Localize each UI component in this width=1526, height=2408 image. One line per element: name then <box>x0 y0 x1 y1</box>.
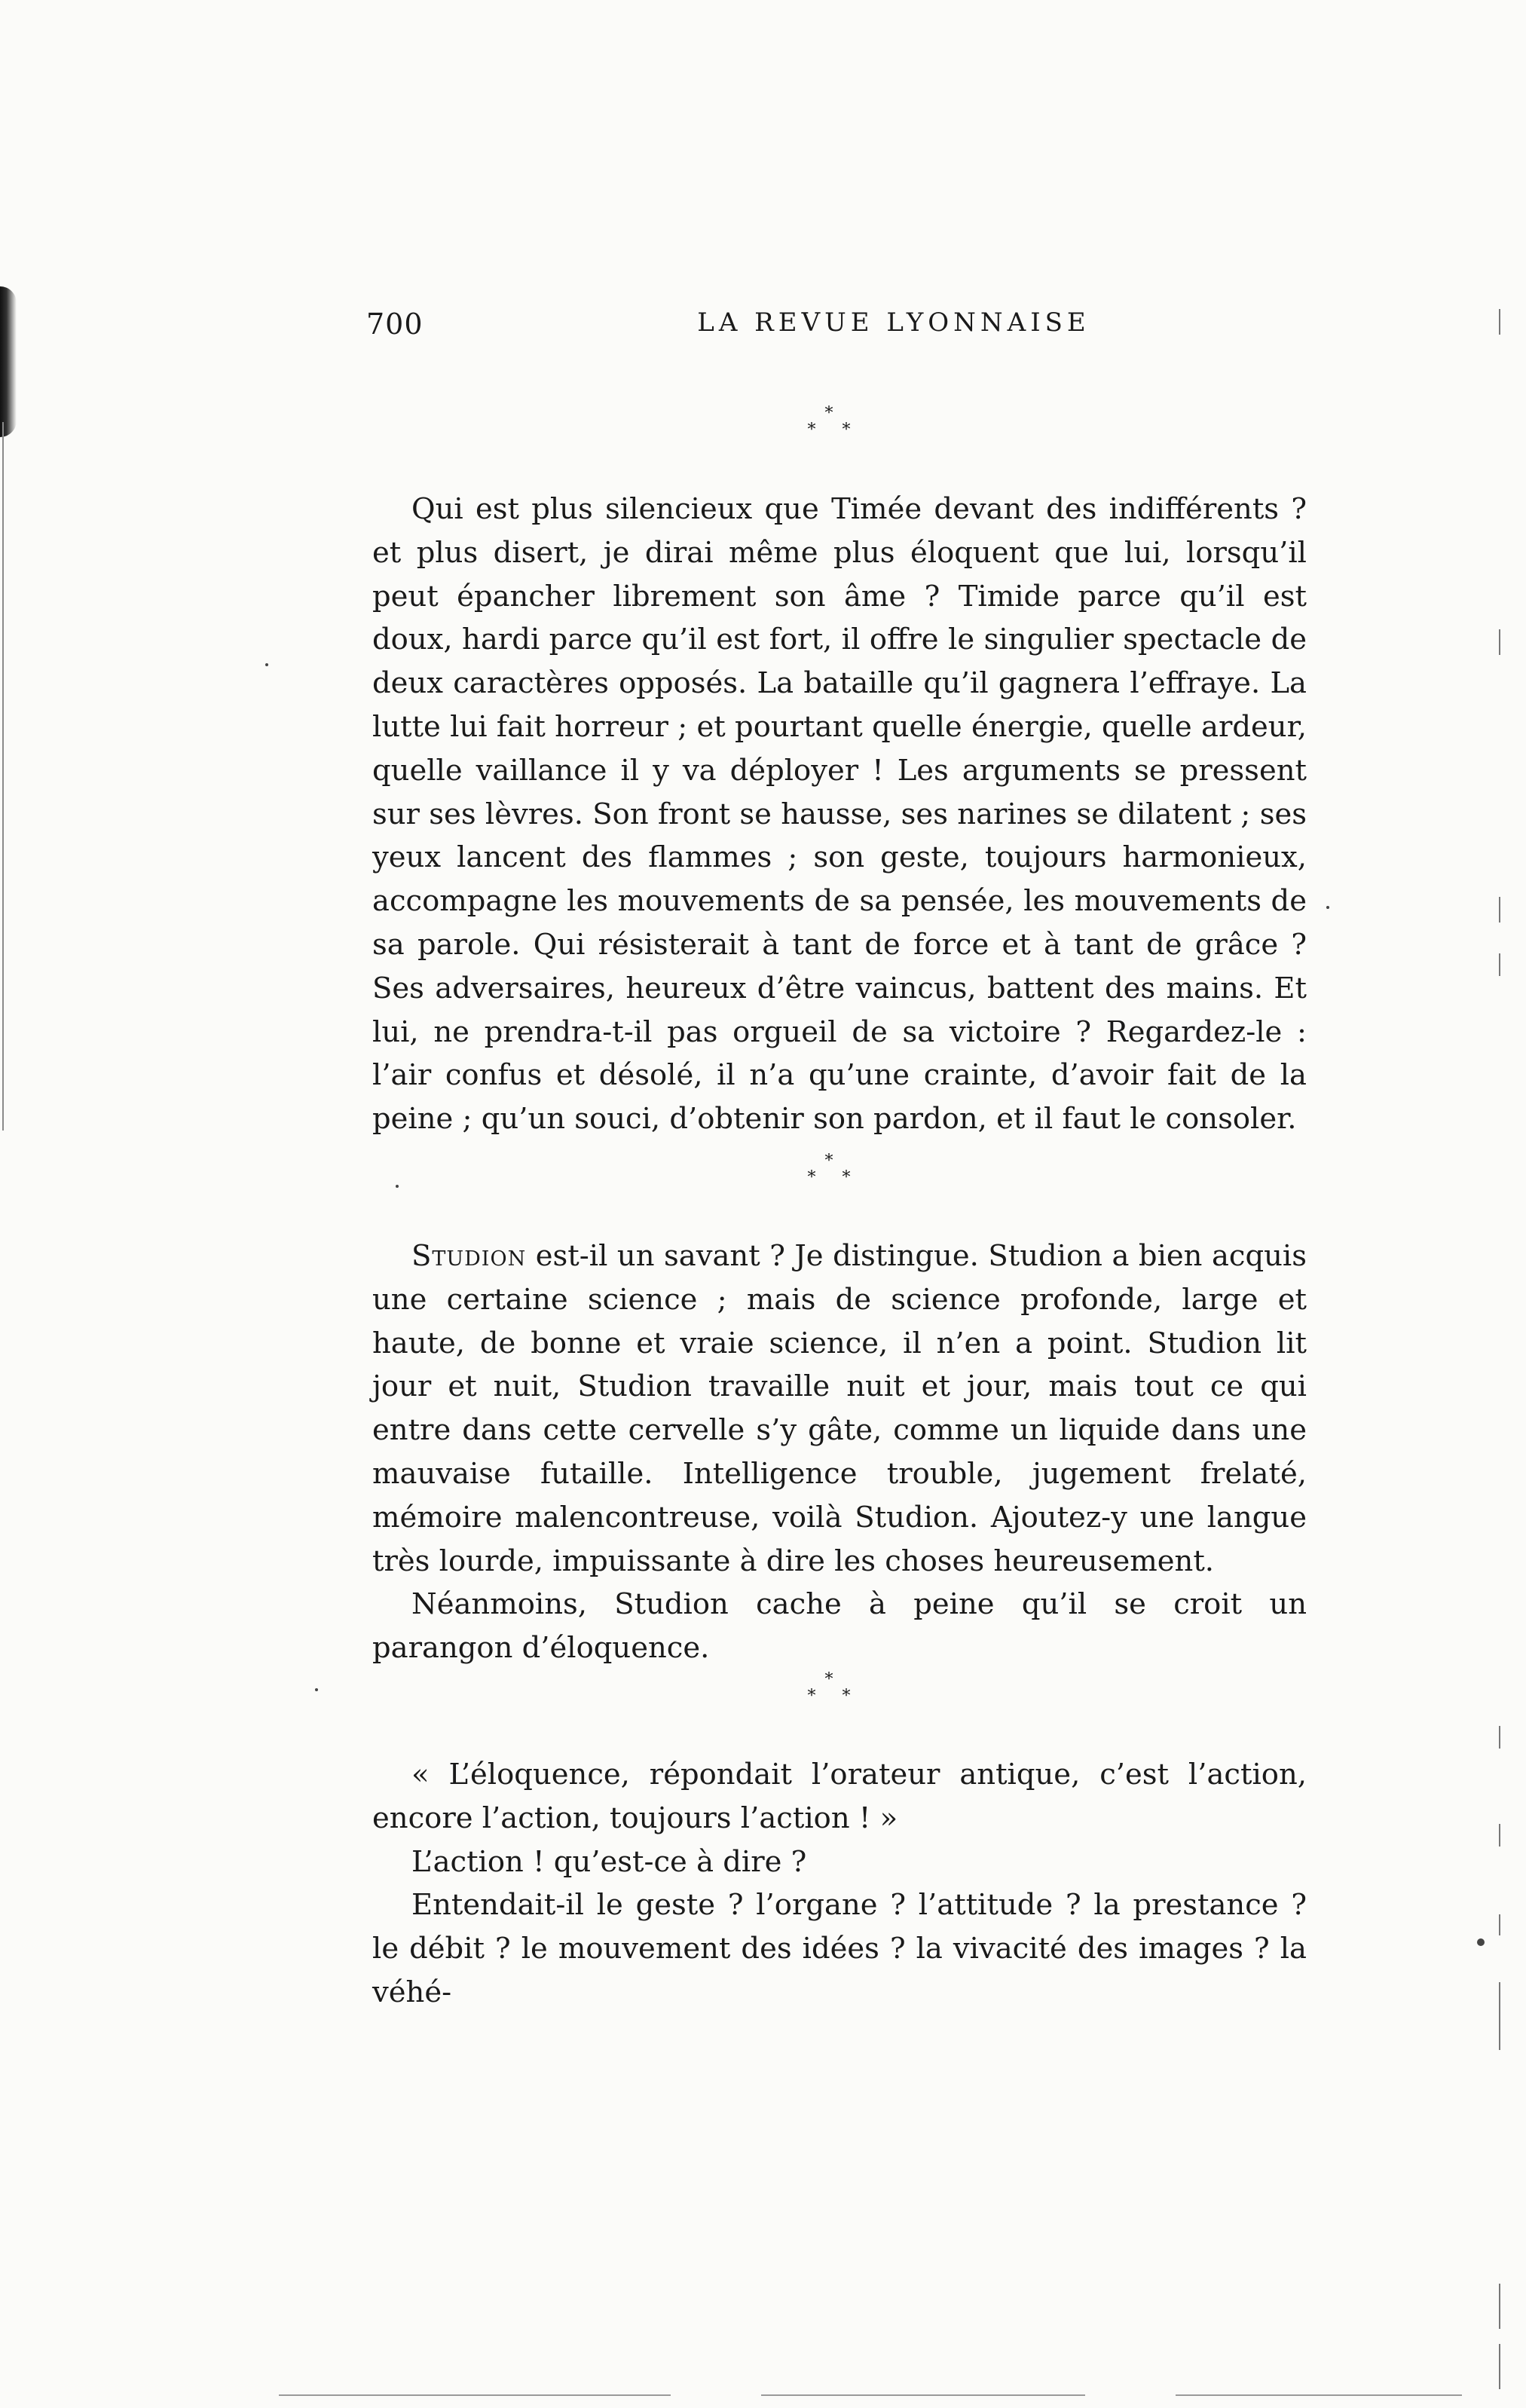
asterism-bottom: * * <box>807 421 861 439</box>
scan-mark <box>1499 1982 1500 2050</box>
studion-paragraph-text: est-il un savant ? Je distingue. Studion a bien acquis une certaine science ; mais de science profonde, large et haute, de bonne et vraie science, il n’en a point. Studion lit jour et nuit, Studion travaille nuit et jour, mais tout ce qui entre dans cette cervelle s’y gâte, comme un liquide dans une mauvaise futaille. Intelligence trouble, jugement frelaté, mémoire malencontreuse, voilà Studion. Ajoutez-y une langue très lourde, impuissante à dire les choses heureusement. <box>372 1239 1307 1578</box>
asterism-top: * <box>824 1152 833 1170</box>
action-quote: « L’éloquence, répondait l’orateur antique, c’est l’action, encore l’action, toujours l’action ! » <box>372 1758 1307 1835</box>
asterism-top: * <box>824 1670 833 1689</box>
scan-edge-line <box>2 422 4 1131</box>
scan-speck <box>265 663 268 666</box>
asterism-bottom: * * <box>807 1168 861 1187</box>
scan-speck <box>1326 906 1329 909</box>
section-action <box>372 1753 1307 2015</box>
studion-name: Studion <box>411 1239 527 1273</box>
scan-speck <box>315 1688 318 1691</box>
scan-mark <box>1499 309 1500 335</box>
page-number: 700 <box>366 308 424 341</box>
section-divider-asterism <box>784 1672 874 1705</box>
scan-bottom-rule <box>279 2394 671 2396</box>
scan-speck <box>396 1185 399 1188</box>
scan-mark <box>1499 2284 1500 2329</box>
section-studion <box>372 1235 1307 1670</box>
section-divider-asterism <box>784 1153 874 1186</box>
scan-speck <box>1477 1938 1485 1946</box>
scan-mark <box>1499 2344 1500 2389</box>
scan-mark <box>1499 1824 1500 1847</box>
scan-mark <box>1499 953 1500 976</box>
section-timee <box>372 488 1307 1141</box>
asterism-bottom: * * <box>807 1687 861 1706</box>
studion-paragraph-2: Néanmoins, Studion cache à peine qu’il se croit un parangon d’éloquence. <box>372 1587 1307 1666</box>
timee-paragraph: Qui est plus silencieux que Timée devant des indifférents ? et plus disert, je dirai même plus éloquent que lui, lorsqu’il peut épancher librement son âme ? Timide parce qu’il est doux, hardi parce qu’il est fort, il offre le singulier spectacle de deux caractères opposés. La bataille qu’il gagnera l’effraye. La lutte lui fait horreur ; et pourtant quelle énergie, quelle ardeur, quelle vaillance il y va déployer ! Les arguments se pressent sur ses lèvres. Son front se hausse, ses narines se dilatent ; ses yeux lancent des flammes ; son geste, toujours harmonieux, accompagne les mouvements de sa pensée, les mouvements de sa parole. Qui résisterait à tant de force et à tant de grâce ? Ses adversaires, heureux d’être vaincus, battent des mains. Et lui, ne prendra-t-il pas orgueil de sa victoire ? Regardez-le : l’air confus et désolé, il n’a qu’une crainte, d’avoir fait de la peine ; qu’un souci, d’obtenir son pardon, et il faut le consoler. <box>372 492 1307 1137</box>
action-last-paragraph: Entendait-il le geste ? l’organe ? l’attitude ? la prestance ? le débit ? le mouvement des idées ? la vivacité des images ? la véhé- <box>372 1888 1307 2009</box>
scan-edge-shadow <box>0 286 17 437</box>
scan-bottom-rule <box>1176 2394 1462 2396</box>
scan-mark <box>1499 1726 1500 1749</box>
journal-title: LA REVUE LYONNAISE <box>697 308 1090 338</box>
scan-mark <box>1499 629 1500 655</box>
scan-mark <box>1499 1914 1500 1935</box>
action-question: L’action ! qu’est-ce à dire ? <box>411 1844 807 1879</box>
scan-bottom-rule <box>761 2394 1085 2396</box>
section-divider-asterism <box>784 405 874 439</box>
asterism-top: * <box>824 404 833 423</box>
scan-mark <box>1499 897 1500 923</box>
studion-paragraph <box>372 1235 1307 1583</box>
running-head <box>366 308 1414 353</box>
